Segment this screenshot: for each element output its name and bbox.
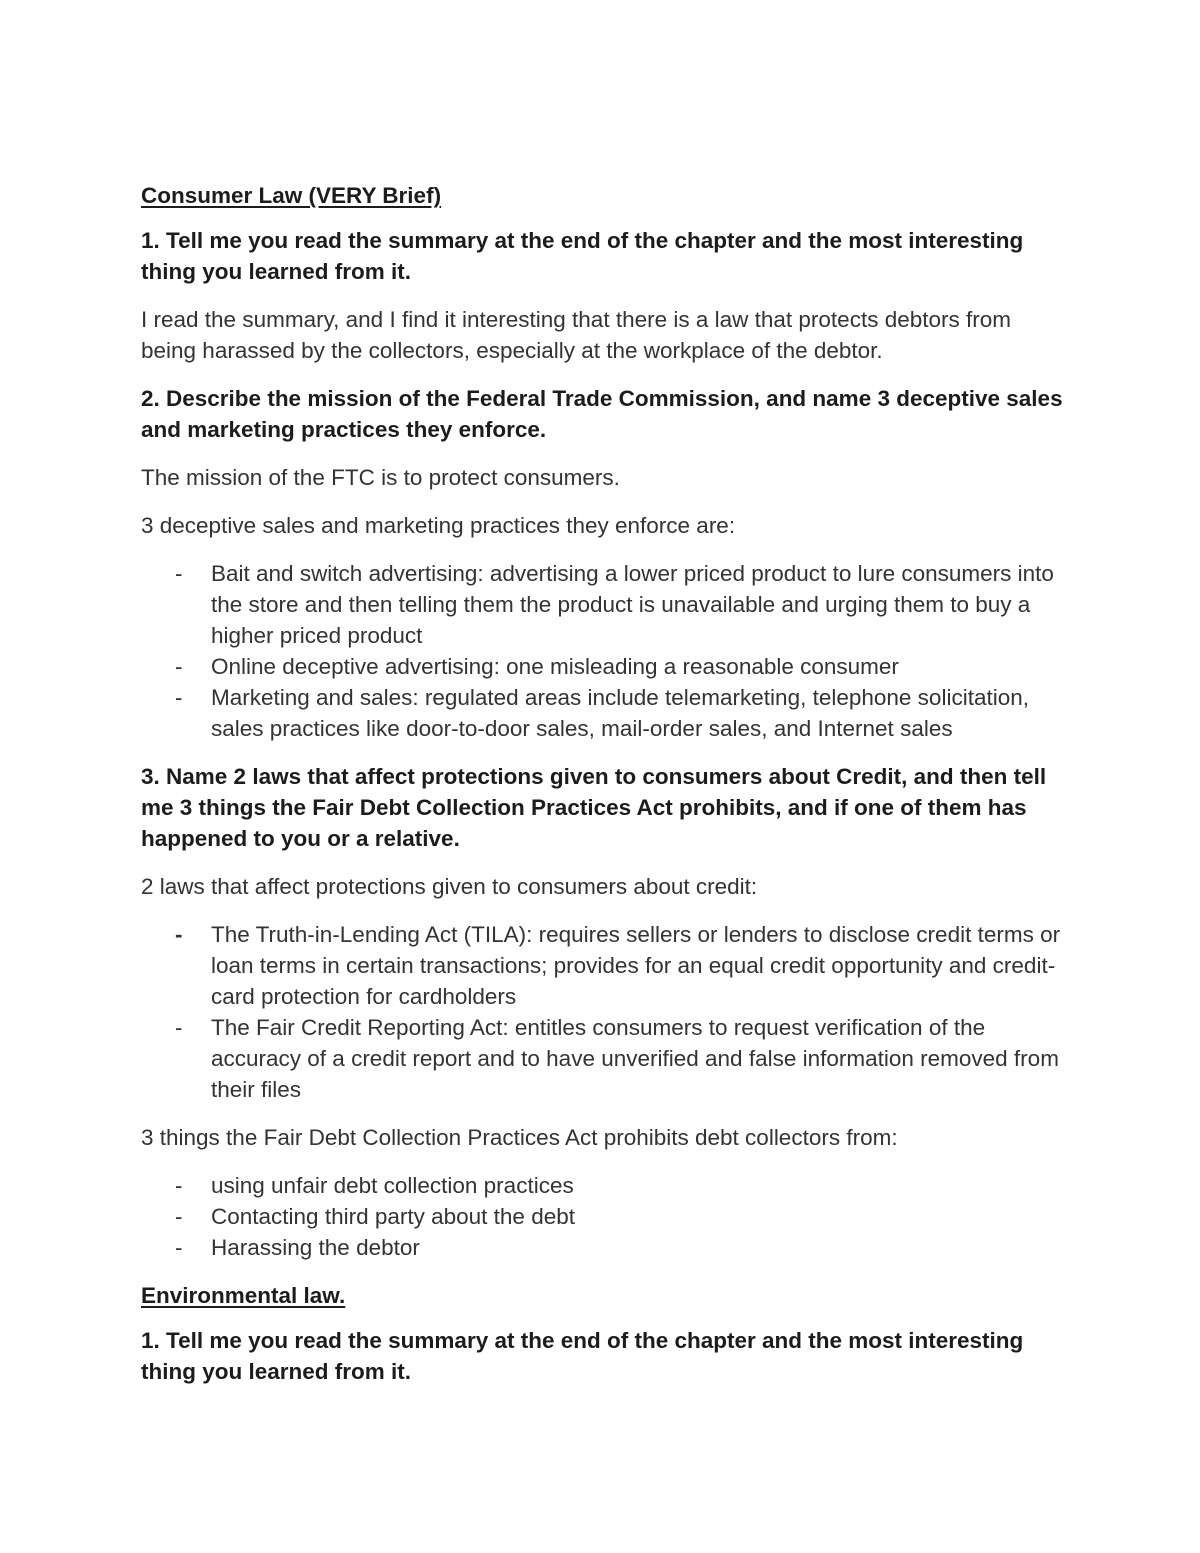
list-item xyxy=(141,682,1066,744)
dash-bullet: - xyxy=(175,1173,183,1198)
section-title-consumer-law: Consumer Law (VERY Brief) xyxy=(141,183,442,208)
question-1: 1. Tell me you read the summary at the end of the chapter and the most interesting thing you learned from it. xyxy=(141,228,1024,284)
list-item-text: Bait and switch advertising: advertising a lower priced product to lure consumers into the store and then telling them the product is unavailable and urging them to buy a higher priced product xyxy=(211,561,1054,648)
dash-bullet: - xyxy=(175,1235,183,1260)
list-item xyxy=(141,919,1066,1012)
question-3: 3. Name 2 laws that affect protections given to consumers about Credit, and then tell me 3 things the Fair Debt Collection Practices Act prohibits, and if one of them has happened to you or a relative. xyxy=(141,764,1047,851)
list-item-text: Contacting third party about the debt xyxy=(211,1204,575,1229)
document-page xyxy=(141,180,1066,1404)
env-question-1: 1. Tell me you read the summary at the end of the chapter and the most interesting thing you learned from it. xyxy=(141,1328,1024,1384)
list-item xyxy=(141,1170,1066,1201)
deceptive-practices-list xyxy=(141,558,1066,744)
dash-bullet: - xyxy=(175,1015,183,1040)
list-item-text: Online deceptive advertising: one misleading a reasonable consumer xyxy=(211,654,899,679)
list-item xyxy=(141,558,1066,651)
answer-3-fdcpa-intro: 3 things the Fair Debt Collection Practices Act prohibits debt collectors from: xyxy=(141,1125,898,1150)
list-item xyxy=(141,1201,1066,1232)
fdcpa-prohibitions-list xyxy=(141,1170,1066,1263)
answer-2-intro: 3 deceptive sales and marketing practices they enforce are: xyxy=(141,513,736,538)
dash-bullet: - xyxy=(175,685,183,710)
credit-laws-list xyxy=(141,919,1066,1105)
dash-bullet: - xyxy=(175,561,183,586)
answer-1: I read the summary, and I find it interesting that there is a law that protects debtors from being harassed by the collectors, especially at the workplace of the debtor. xyxy=(141,307,1011,363)
list-item-text: The Truth-in-Lending Act (TILA): requires sellers or lenders to disclose credit terms or loan terms in certain transactions; provides for an equal credit opportunity and credit-card protection for cardholders xyxy=(211,922,1061,1009)
list-item xyxy=(141,651,1066,682)
dash-bullet: - xyxy=(175,922,183,947)
dash-bullet: - xyxy=(175,1204,183,1229)
answer-2-mission: The mission of the FTC is to protect consumers. xyxy=(141,465,620,490)
list-item-text: The Fair Credit Reporting Act: entitles consumers to request verification of the accuracy of a credit report and to have unverified and false information removed from their files xyxy=(211,1015,1059,1102)
dash-bullet: - xyxy=(175,654,183,679)
question-2: 2. Describe the mission of the Federal Trade Commission, and name 3 deceptive sales and marketing practices they enforce. xyxy=(141,386,1063,442)
answer-3-credit-laws-intro: 2 laws that affect protections given to consumers about credit: xyxy=(141,874,758,899)
list-item-text: Harassing the debtor xyxy=(211,1235,420,1260)
list-item-text: using unfair debt collection practices xyxy=(211,1173,574,1198)
list-item xyxy=(141,1012,1066,1105)
section-title-environmental-law: Environmental law. xyxy=(141,1283,346,1308)
list-item xyxy=(141,1232,1066,1263)
list-item-text: Marketing and sales: regulated areas include telemarketing, telephone solicitation, sales practices like door-to-door sales, mail-order sales, and Internet sales xyxy=(211,685,1029,741)
